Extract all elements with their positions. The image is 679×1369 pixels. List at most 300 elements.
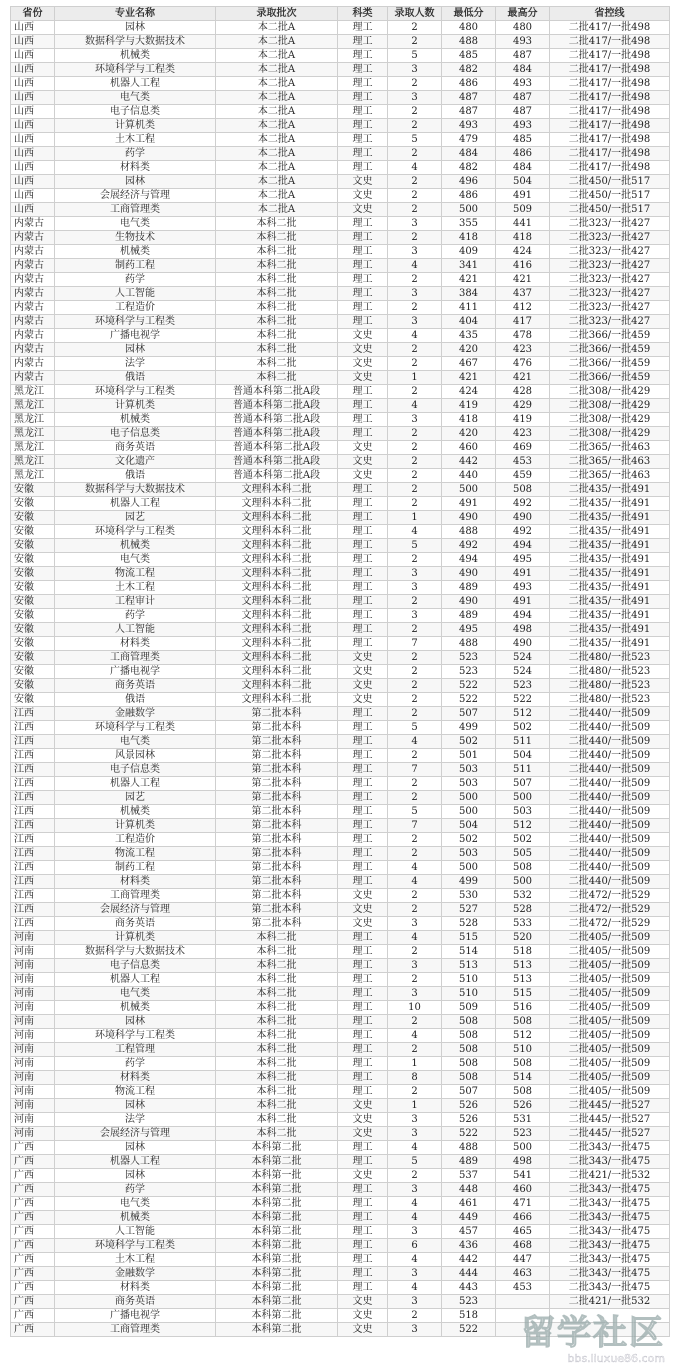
cell-major: 金融数学 xyxy=(55,707,216,721)
cell-admitted-count: 2 xyxy=(388,483,442,497)
cell-province: 黑龙江 xyxy=(11,441,55,455)
cell-control-line: 二批323/一批427 xyxy=(550,273,670,287)
cell-max-score: 490 xyxy=(496,511,550,525)
table-row xyxy=(11,1015,670,1029)
cell-min-score: 421 xyxy=(442,273,496,287)
cell-admitted-count: 2 xyxy=(388,35,442,49)
cell-admitted-count: 3 xyxy=(388,917,442,931)
cell-max-score: 495 xyxy=(496,553,550,567)
cell-control-line: 二批343/一批475 xyxy=(550,1253,670,1267)
cell-control-line: 二批440/一批509 xyxy=(550,847,670,861)
cell-category: 理工 xyxy=(338,1253,388,1267)
cell-admitted-count: 2 xyxy=(388,119,442,133)
table-row xyxy=(11,105,670,119)
cell-max-score: 491 xyxy=(496,595,550,609)
cell-province: 黑龙江 xyxy=(11,427,55,441)
cell-category: 理工 xyxy=(338,875,388,889)
table-row xyxy=(11,1197,670,1211)
cell-control-line: 二批343/一批475 xyxy=(550,1141,670,1155)
cell-major: 广播电视学 xyxy=(55,665,216,679)
cell-max-score: 484 xyxy=(496,63,550,77)
cell-major: 电子信息类 xyxy=(55,959,216,973)
cell-category: 理工 xyxy=(338,819,388,833)
cell-max-score: 493 xyxy=(496,119,550,133)
cell-major: 机器人工程 xyxy=(55,77,216,91)
table-row xyxy=(11,1141,670,1155)
cell-major: 计算机类 xyxy=(55,819,216,833)
cell-admitted-count: 3 xyxy=(388,1267,442,1281)
cell-min-score: 436 xyxy=(442,1239,496,1253)
cell-min-score: 355 xyxy=(442,217,496,231)
table-row xyxy=(11,1099,670,1113)
cell-batch: 本二批A xyxy=(216,63,338,77)
cell-control-line: 二批323/一批427 xyxy=(550,287,670,301)
cell-batch: 第二批本科 xyxy=(216,889,338,903)
cell-max-score: 514 xyxy=(496,1071,550,1085)
cell-batch: 普通本科第二批A段 xyxy=(216,427,338,441)
table-row xyxy=(11,973,670,987)
table-header xyxy=(11,7,670,21)
cell-batch: 本科第二批 xyxy=(216,1281,338,1295)
cell-admitted-count: 7 xyxy=(388,763,442,777)
cell-category: 文史 xyxy=(338,343,388,357)
cell-min-score: 513 xyxy=(442,959,496,973)
cell-admitted-count: 4 xyxy=(388,1197,442,1211)
cell-admitted-count: 2 xyxy=(388,553,442,567)
cell-province: 广西 xyxy=(11,1281,55,1295)
cell-category: 理工 xyxy=(338,413,388,427)
cell-control-line: 二批405/一批509 xyxy=(550,945,670,959)
cell-max-score: 509 xyxy=(496,203,550,217)
cell-province: 广西 xyxy=(11,1225,55,1239)
table-row xyxy=(11,651,670,665)
cell-max-score: 468 xyxy=(496,1239,550,1253)
cell-admitted-count: 5 xyxy=(388,49,442,63)
cell-batch: 本科二批 xyxy=(216,301,338,315)
cell-major: 计算机类 xyxy=(55,399,216,413)
cell-province: 江西 xyxy=(11,819,55,833)
cell-major: 园林 xyxy=(55,1169,216,1183)
cell-category: 理工 xyxy=(338,553,388,567)
cell-min-score: 467 xyxy=(442,357,496,371)
cell-max-score: 412 xyxy=(496,301,550,315)
cell-major: 药学 xyxy=(55,1057,216,1071)
cell-min-score: 493 xyxy=(442,119,496,133)
cell-province: 江西 xyxy=(11,735,55,749)
cell-batch: 本科二批 xyxy=(216,343,338,357)
table-row xyxy=(11,959,670,973)
cell-admitted-count: 3 xyxy=(388,413,442,427)
cell-admitted-count: 4 xyxy=(388,931,442,945)
cell-min-score: 420 xyxy=(442,343,496,357)
cell-control-line: 二批440/一批509 xyxy=(550,875,670,889)
cell-major: 法学 xyxy=(55,1113,216,1127)
cell-province: 江西 xyxy=(11,903,55,917)
cell-batch: 文理科本科二批 xyxy=(216,623,338,637)
cell-control-line: 二批405/一批509 xyxy=(550,1043,670,1057)
cell-min-score: 496 xyxy=(442,175,496,189)
cell-control-line: 二批417/一批498 xyxy=(550,35,670,49)
cell-min-score: 504 xyxy=(442,819,496,833)
cell-min-score: 530 xyxy=(442,889,496,903)
cell-province: 江西 xyxy=(11,833,55,847)
cell-category: 理工 xyxy=(338,637,388,651)
cell-category: 理工 xyxy=(338,735,388,749)
watermark-url: bbs.liuxue86.com xyxy=(567,1352,665,1365)
cell-admitted-count: 7 xyxy=(388,819,442,833)
cell-max-score: 486 xyxy=(496,147,550,161)
cell-control-line: 二批323/一批427 xyxy=(550,217,670,231)
cell-province: 黑龙江 xyxy=(11,469,55,483)
table-row xyxy=(11,903,670,917)
cell-batch: 本科二批 xyxy=(216,329,338,343)
cell-min-score: 500 xyxy=(442,805,496,819)
cell-max-score: 466 xyxy=(496,1211,550,1225)
cell-max-score: 487 xyxy=(496,105,550,119)
cell-admitted-count: 2 xyxy=(388,21,442,35)
cell-category: 文史 xyxy=(338,679,388,693)
cell-control-line: 二批472/一批529 xyxy=(550,917,670,931)
cell-category: 理工 xyxy=(338,119,388,133)
cell-category: 理工 xyxy=(338,1155,388,1169)
cell-admitted-count: 2 xyxy=(388,973,442,987)
cell-max-score: 533 xyxy=(496,917,550,931)
cell-admitted-count: 2 xyxy=(388,777,442,791)
cell-province: 内蒙古 xyxy=(11,357,55,371)
cell-province: 江西 xyxy=(11,749,55,763)
cell-batch: 本二批A xyxy=(216,203,338,217)
cell-major: 物流工程 xyxy=(55,1085,216,1099)
cell-batch: 本科二批 xyxy=(216,1085,338,1099)
cell-min-score: 482 xyxy=(442,161,496,175)
cell-major: 商务英语 xyxy=(55,1295,216,1309)
cell-control-line: 二批435/一批491 xyxy=(550,539,670,553)
table-row xyxy=(11,329,670,343)
cell-min-score: 508 xyxy=(442,1043,496,1057)
cell-max-score: 541 xyxy=(496,1169,550,1183)
cell-province: 河南 xyxy=(11,1127,55,1141)
cell-admitted-count: 5 xyxy=(388,721,442,735)
cell-category: 文史 xyxy=(338,1169,388,1183)
cell-province: 安徽 xyxy=(11,623,55,637)
cell-category: 文史 xyxy=(338,189,388,203)
cell-batch: 本科二批 xyxy=(216,945,338,959)
cell-min-score: 480 xyxy=(442,21,496,35)
cell-control-line: 二批417/一批498 xyxy=(550,119,670,133)
cell-min-score: 490 xyxy=(442,511,496,525)
table-row xyxy=(11,119,670,133)
cell-min-score: 424 xyxy=(442,385,496,399)
cell-control-line: 二批480/一批523 xyxy=(550,665,670,679)
cell-major: 环境科学与工程类 xyxy=(55,1029,216,1043)
header-max-score: 最高分 xyxy=(496,7,550,21)
cell-max-score: 504 xyxy=(496,175,550,189)
cell-min-score: 418 xyxy=(442,413,496,427)
cell-major: 会展经济与管理 xyxy=(55,1127,216,1141)
table-row xyxy=(11,483,670,497)
cell-batch: 文理科本科二批 xyxy=(216,651,338,665)
cell-province: 内蒙古 xyxy=(11,231,55,245)
cell-category: 文史 xyxy=(338,1113,388,1127)
cell-batch: 本二批A xyxy=(216,161,338,175)
header-control-line: 省控线 xyxy=(550,7,670,21)
cell-province: 广西 xyxy=(11,1309,55,1323)
cell-min-score: 500 xyxy=(442,861,496,875)
cell-major: 电气类 xyxy=(55,1197,216,1211)
cell-batch: 文理科本科二批 xyxy=(216,679,338,693)
table-row xyxy=(11,35,670,49)
cell-batch: 本二批A xyxy=(216,147,338,161)
cell-province: 河南 xyxy=(11,1099,55,1113)
cell-max-score: 487 xyxy=(496,49,550,63)
cell-batch: 本科二批 xyxy=(216,1057,338,1071)
cell-min-score: 442 xyxy=(442,1253,496,1267)
cell-province: 山西 xyxy=(11,49,55,63)
cell-major: 材料类 xyxy=(55,637,216,651)
cell-category: 理工 xyxy=(338,595,388,609)
cell-province: 广西 xyxy=(11,1323,55,1337)
table-row xyxy=(11,385,670,399)
table-row xyxy=(11,1113,670,1127)
cell-min-score: 522 xyxy=(442,1323,496,1337)
table-row xyxy=(11,1211,670,1225)
cell-max-score: 463 xyxy=(496,1267,550,1281)
cell-admitted-count: 2 xyxy=(388,231,442,245)
cell-province: 安徽 xyxy=(11,567,55,581)
cell-major: 电气类 xyxy=(55,735,216,749)
table-row xyxy=(11,791,670,805)
table-row xyxy=(11,287,670,301)
table-row xyxy=(11,455,670,469)
cell-category: 理工 xyxy=(338,1239,388,1253)
cell-category: 理工 xyxy=(338,945,388,959)
cell-control-line: 二批440/一批509 xyxy=(550,805,670,819)
cell-min-score: 484 xyxy=(442,147,496,161)
cell-major: 计算机类 xyxy=(55,931,216,945)
table-row xyxy=(11,1071,670,1085)
cell-major: 机械类 xyxy=(55,1001,216,1015)
cell-province: 河南 xyxy=(11,1071,55,1085)
cell-province: 江西 xyxy=(11,805,55,819)
cell-major: 工商管理类 xyxy=(55,1323,216,1337)
cell-batch: 本科二批 xyxy=(216,1029,338,1043)
cell-category: 理工 xyxy=(338,147,388,161)
cell-max-score: 524 xyxy=(496,665,550,679)
cell-category: 理工 xyxy=(338,399,388,413)
cell-admitted-count: 2 xyxy=(388,77,442,91)
cell-max-score: 500 xyxy=(496,875,550,889)
cell-control-line: 二批308/一批429 xyxy=(550,413,670,427)
cell-category: 理工 xyxy=(338,973,388,987)
cell-admitted-count: 3 xyxy=(388,1323,442,1337)
cell-max-score: 494 xyxy=(496,609,550,623)
cell-category: 理工 xyxy=(338,861,388,875)
cell-province: 内蒙古 xyxy=(11,273,55,287)
cell-max-score: 515 xyxy=(496,987,550,1001)
table-row xyxy=(11,1267,670,1281)
cell-control-line: 二批435/一批491 xyxy=(550,511,670,525)
cell-min-score: 448 xyxy=(442,1183,496,1197)
cell-province: 山西 xyxy=(11,119,55,133)
cell-major: 商务英语 xyxy=(55,679,216,693)
cell-major: 机械类 xyxy=(55,539,216,553)
cell-admitted-count: 3 xyxy=(388,1295,442,1309)
cell-province: 内蒙古 xyxy=(11,217,55,231)
cell-major: 土木工程 xyxy=(55,1253,216,1267)
header-province: 省份 xyxy=(11,7,55,21)
table-row xyxy=(11,749,670,763)
cell-category: 文史 xyxy=(338,329,388,343)
table-row xyxy=(11,875,670,889)
cell-province: 山西 xyxy=(11,105,55,119)
cell-province: 内蒙古 xyxy=(11,259,55,273)
cell-min-score: 490 xyxy=(442,567,496,581)
cell-batch: 本科二批 xyxy=(216,217,338,231)
cell-admitted-count: 2 xyxy=(388,707,442,721)
cell-max-score: 471 xyxy=(496,1197,550,1211)
table-row xyxy=(11,1029,670,1043)
cell-admitted-count: 2 xyxy=(388,147,442,161)
table-row xyxy=(11,525,670,539)
cell-min-score: 419 xyxy=(442,399,496,413)
cell-batch: 本科二批 xyxy=(216,357,338,371)
cell-category: 理工 xyxy=(338,567,388,581)
cell-control-line: 二批405/一批509 xyxy=(550,959,670,973)
table-row xyxy=(11,371,670,385)
cell-category: 理工 xyxy=(338,1029,388,1043)
cell-min-score: 409 xyxy=(442,245,496,259)
cell-batch: 本二批A xyxy=(216,77,338,91)
cell-province: 河南 xyxy=(11,973,55,987)
cell-province: 河南 xyxy=(11,1029,55,1043)
cell-category: 理工 xyxy=(338,427,388,441)
cell-category: 理工 xyxy=(338,581,388,595)
cell-admitted-count: 3 xyxy=(388,1113,442,1127)
cell-province: 安徽 xyxy=(11,553,55,567)
cell-min-score: 460 xyxy=(442,441,496,455)
cell-max-score: 494 xyxy=(496,539,550,553)
cell-major: 商务英语 xyxy=(55,917,216,931)
table-row xyxy=(11,399,670,413)
cell-batch: 本科第二批 xyxy=(216,1197,338,1211)
cell-category: 文史 xyxy=(338,693,388,707)
header-row xyxy=(11,7,670,21)
cell-max-score: 511 xyxy=(496,735,550,749)
cell-admitted-count: 3 xyxy=(388,581,442,595)
cell-province: 河南 xyxy=(11,1057,55,1071)
cell-max-score: 524 xyxy=(496,651,550,665)
cell-category: 理工 xyxy=(338,791,388,805)
table-row xyxy=(11,581,670,595)
cell-province: 安徽 xyxy=(11,609,55,623)
cell-admitted-count: 5 xyxy=(388,539,442,553)
cell-min-score: 528 xyxy=(442,917,496,931)
table-row xyxy=(11,413,670,427)
cell-min-score: 443 xyxy=(442,1281,496,1295)
table-row xyxy=(11,343,670,357)
cell-min-score: 522 xyxy=(442,679,496,693)
header-batch: 录取批次 xyxy=(216,7,338,21)
cell-control-line: 二批405/一批509 xyxy=(550,1057,670,1071)
cell-max-score: 513 xyxy=(496,959,550,973)
cell-min-score: 487 xyxy=(442,105,496,119)
cell-province: 江西 xyxy=(11,707,55,721)
table-row xyxy=(11,175,670,189)
cell-category: 文史 xyxy=(338,455,388,469)
cell-min-score: 411 xyxy=(442,301,496,315)
cell-min-score: 487 xyxy=(442,91,496,105)
cell-province: 山西 xyxy=(11,133,55,147)
cell-major: 环境科学与工程类 xyxy=(55,525,216,539)
cell-category: 理工 xyxy=(338,385,388,399)
cell-batch: 本二批A xyxy=(216,119,338,133)
cell-batch: 第二批本科 xyxy=(216,875,338,889)
cell-province: 山西 xyxy=(11,203,55,217)
cell-province: 内蒙古 xyxy=(11,371,55,385)
cell-admitted-count: 2 xyxy=(388,175,442,189)
cell-admitted-count: 4 xyxy=(388,1211,442,1225)
cell-province: 山西 xyxy=(11,147,55,161)
table-row xyxy=(11,539,670,553)
cell-max-score: 424 xyxy=(496,245,550,259)
cell-control-line: 二批435/一批491 xyxy=(550,609,670,623)
cell-max-score: 493 xyxy=(496,581,550,595)
cell-admitted-count: 2 xyxy=(388,903,442,917)
cell-major: 环境科学与工程类 xyxy=(55,315,216,329)
cell-major: 环境科学与工程类 xyxy=(55,721,216,735)
cell-major: 会展经济与管理 xyxy=(55,189,216,203)
cell-batch: 普通本科第二批A段 xyxy=(216,469,338,483)
cell-province: 内蒙古 xyxy=(11,287,55,301)
cell-category: 理工 xyxy=(338,273,388,287)
cell-min-score: 488 xyxy=(442,637,496,651)
cell-major: 广播电视学 xyxy=(55,1309,216,1323)
cell-min-score: 489 xyxy=(442,1155,496,1169)
cell-major: 机械类 xyxy=(55,245,216,259)
cell-admitted-count: 4 xyxy=(388,1029,442,1043)
cell-min-score: 509 xyxy=(442,1001,496,1015)
cell-control-line: 二批440/一批509 xyxy=(550,749,670,763)
cell-category: 文史 xyxy=(338,1309,388,1323)
cell-admitted-count: 3 xyxy=(388,1183,442,1197)
cell-province: 内蒙古 xyxy=(11,301,55,315)
cell-major: 物流工程 xyxy=(55,847,216,861)
table-row xyxy=(11,49,670,63)
cell-min-score: 461 xyxy=(442,1197,496,1211)
table-row xyxy=(11,245,670,259)
cell-control-line: 二批440/一批509 xyxy=(550,707,670,721)
cell-category: 理工 xyxy=(338,1211,388,1225)
cell-control-line: 二批417/一批498 xyxy=(550,105,670,119)
cell-max-score: 423 xyxy=(496,343,550,357)
cell-admitted-count: 2 xyxy=(388,189,442,203)
cell-admitted-count: 4 xyxy=(388,259,442,273)
cell-min-score: 526 xyxy=(442,1099,496,1113)
cell-category: 理工 xyxy=(338,539,388,553)
cell-min-score: 522 xyxy=(442,693,496,707)
cell-batch: 本二批A xyxy=(216,21,338,35)
cell-min-score: 510 xyxy=(442,973,496,987)
cell-category: 理工 xyxy=(338,301,388,315)
cell-max-score: 507 xyxy=(496,777,550,791)
cell-major: 材料类 xyxy=(55,161,216,175)
cell-control-line: 二批450/一批517 xyxy=(550,189,670,203)
cell-max-score: 493 xyxy=(496,77,550,91)
cell-province: 山西 xyxy=(11,35,55,49)
cell-province: 广西 xyxy=(11,1295,55,1309)
cell-control-line: 二批323/一批427 xyxy=(550,245,670,259)
table-row xyxy=(11,1155,670,1169)
